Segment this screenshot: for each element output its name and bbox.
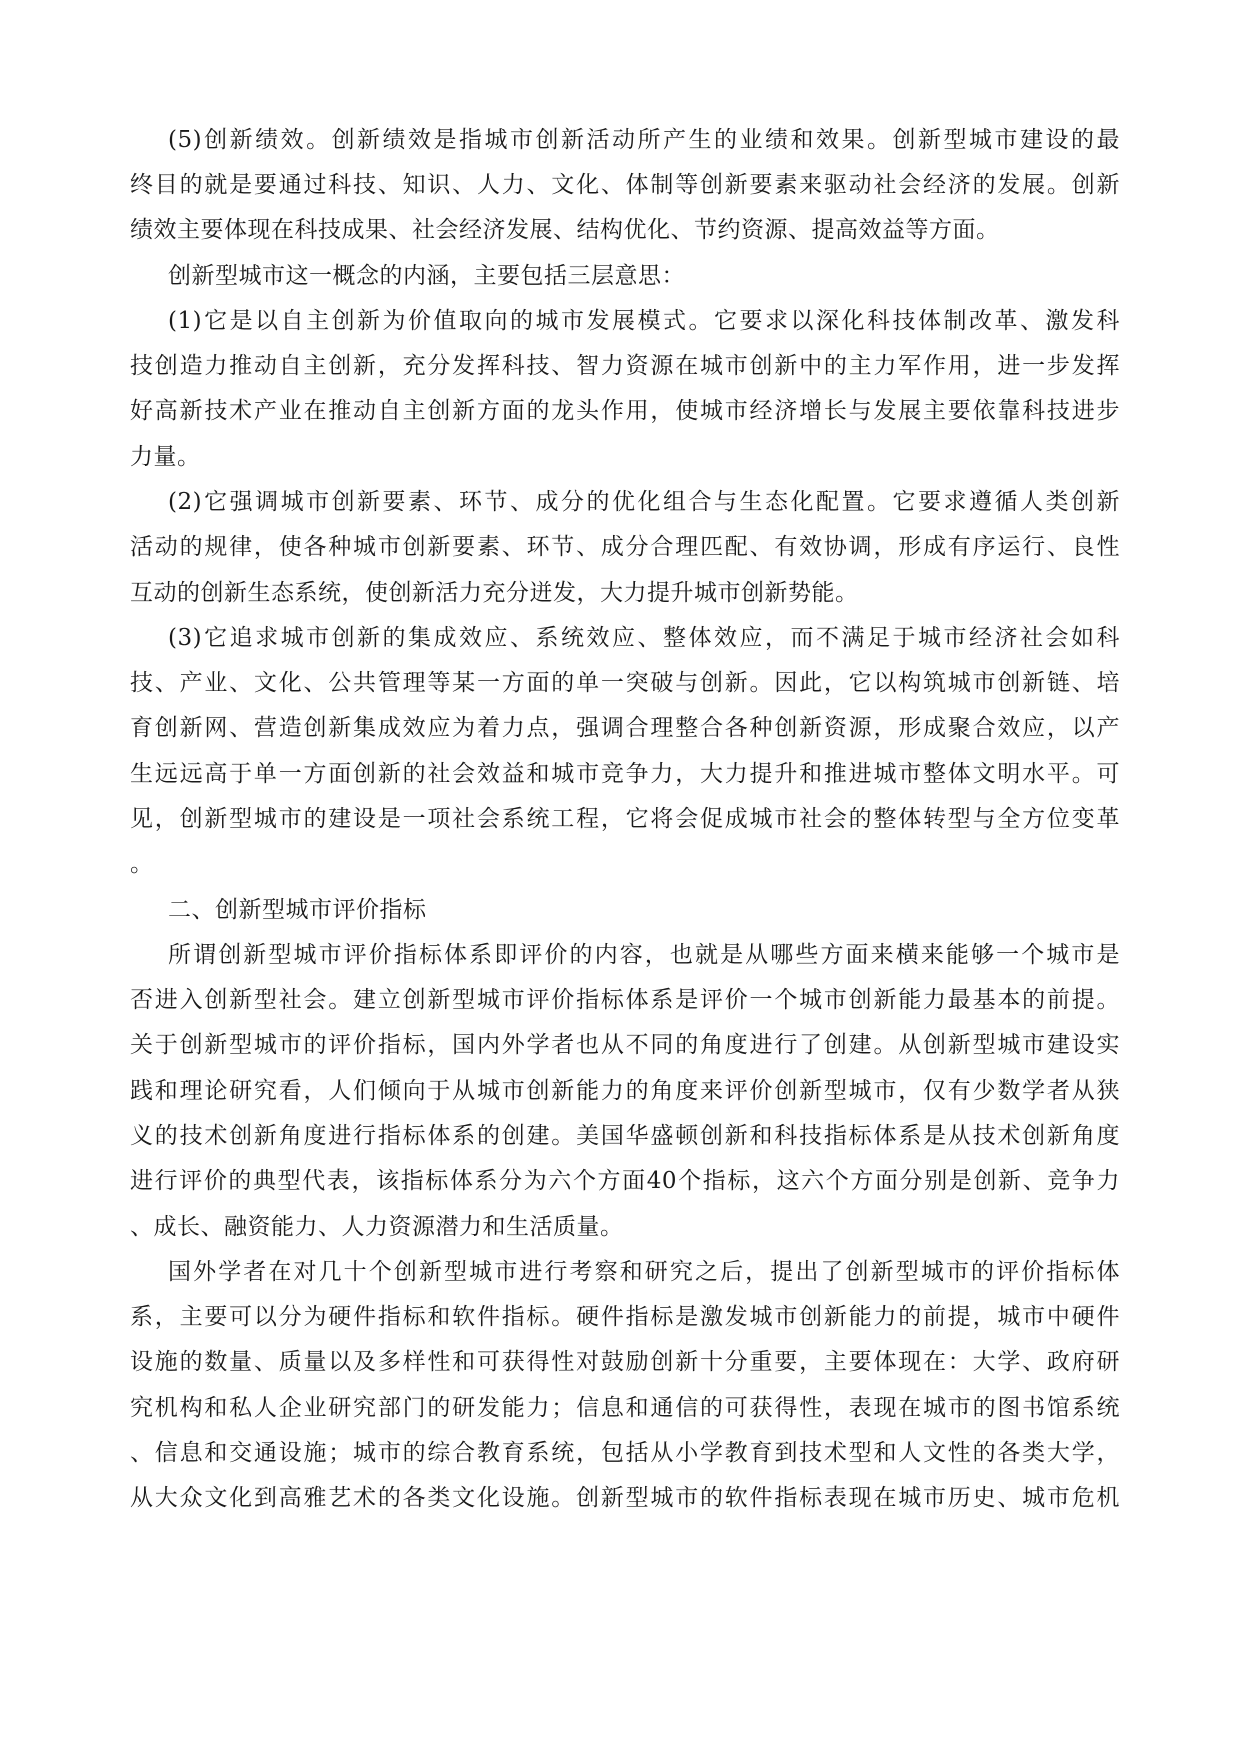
paragraph-foreign-line-1: 国外学者在对几十个创新型城市进行考察和研究之后，提出了创新型城市的评价指标体 bbox=[168, 1259, 1120, 1285]
paragraph-5-line-3: 绩效主要体现在科技成果、社会经济发展、结构优化、节约资源、提高效益等方面。 bbox=[130, 217, 1000, 243]
point-3-line-1: (3)它追求城市创新的集成效应、系统效应、整体效应，而不满足于城市经济社会如科 bbox=[168, 625, 1120, 651]
point-2-line-3: 互动的创新生态系统，使创新活力充分迸发，大力提升城市创新势能。 bbox=[130, 580, 859, 606]
point-3-line-5: 见，创新型城市的建设是一项社会系统工程，它将会促成城市社会的整体转型与全方位变革 bbox=[130, 806, 1120, 832]
paragraph-5-line-2: 终目的就是要通过科技、知识、人力、文化、体制等创新要素来驱动社会经济的发展。创新 bbox=[130, 172, 1120, 198]
section-heading: 二、创新型城市评价指标 bbox=[168, 897, 427, 923]
paragraph-eval-line-5: 义的技术创新角度进行指标体系的创建。美国华盛顿创新和科技指标体系是从技术创新角度 bbox=[130, 1123, 1120, 1149]
paragraph-eval-line-3: 关于创新型城市的评价指标，国内外学者也从不同的角度进行了创建。从创新型城市建设实 bbox=[130, 1032, 1120, 1058]
point-3-line-2: 技、产业、文化、公共管理等某一方面的单一突破与创新。因此，它以构筑城市创新链、培 bbox=[130, 670, 1120, 696]
paragraph-5-line-1: (5)创新绩效。创新绩效是指城市创新活动所产生的业绩和效果。创新型城市建设的最 bbox=[168, 127, 1120, 153]
paragraph-foreign-line-2: 系，主要可以分为硬件指标和软件指标。硬件指标是激发城市创新能力的前提，城市中硬件 bbox=[130, 1304, 1120, 1330]
point-1-line-3: 好高新技术产业在推动自主创新方面的龙头作用，使城市经济增长与发展主要依靠科技进步 bbox=[130, 398, 1120, 424]
paragraph-foreign-line-4: 究机构和私人企业研究部门的研发能力；信息和通信的可获得性，表现在城市的图书馆系统 bbox=[130, 1395, 1120, 1421]
point-1-line-2: 技创造力推动自主创新，充分发挥科技、智力资源在城市创新中的主力军作用，进一步发挥 bbox=[130, 353, 1120, 379]
point-2-line-2: 活动的规律，使各种城市创新要素、环节、成分合理匹配、有效协调，形成有序运行、良性 bbox=[130, 534, 1120, 560]
point-3-line-3: 育创新网、营造创新集成效应为着力点，强调合理整合各种创新资源，形成聚合效应，以产 bbox=[130, 715, 1120, 741]
point-3-line-4: 生远远高于单一方面创新的社会效益和城市竞争力，大力提升和推进城市整体文明水平。可 bbox=[130, 761, 1120, 787]
point-1-line-1: (1)它是以自主创新为价值取向的城市发展模式。它要求以深化科技体制改革、激发科 bbox=[168, 308, 1120, 334]
point-2-line-1: (2)它强调城市创新要素、环节、成分的优化组合与生态化配置。它要求遵循人类创新 bbox=[168, 489, 1120, 515]
paragraph-eval-line-1: 所谓创新型城市评价指标体系即评价的内容，也就是从哪些方面来横来能够一个城市是 bbox=[168, 942, 1120, 968]
paragraph-eval-line-7: 、成长、融资能力、人力资源潜力和生活质量。 bbox=[130, 1214, 624, 1240]
paragraph-eval-line-2: 否进入创新型社会。建立创新型城市评价指标体系是评价一个城市创新能力最基本的前提。 bbox=[130, 987, 1120, 1013]
paragraph-eval-line-4: 践和理论研究看，人们倾向于从城市创新能力的角度来评价创新型城市，仅有少数学者从狭 bbox=[130, 1078, 1120, 1104]
point-3-line-6: 。 bbox=[130, 851, 154, 877]
intro-paragraph: 创新型城市这一概念的内涵，主要包括三层意思： bbox=[168, 263, 685, 289]
paragraph-foreign-line-6: 从大众文化到高雅艺术的各类文化设施。创新型城市的软件指标表现在城市历史、城市危机 bbox=[130, 1485, 1120, 1511]
paragraph-eval-line-6: 进行评价的典型代表，该指标体系分为六个方面40个指标，这六个方面分别是创新、竞争力 bbox=[130, 1168, 1120, 1194]
paragraph-foreign-line-3: 设施的数量、质量以及多样性和可获得性对鼓励创新十分重要，主要体现在：大学、政府研 bbox=[130, 1349, 1120, 1375]
paragraph-foreign-line-5: 、信息和交通设施；城市的综合教育系统，包括从小学教育到技术型和人文性的各类大学， bbox=[130, 1440, 1120, 1466]
point-1-line-4: 力量。 bbox=[130, 444, 201, 470]
